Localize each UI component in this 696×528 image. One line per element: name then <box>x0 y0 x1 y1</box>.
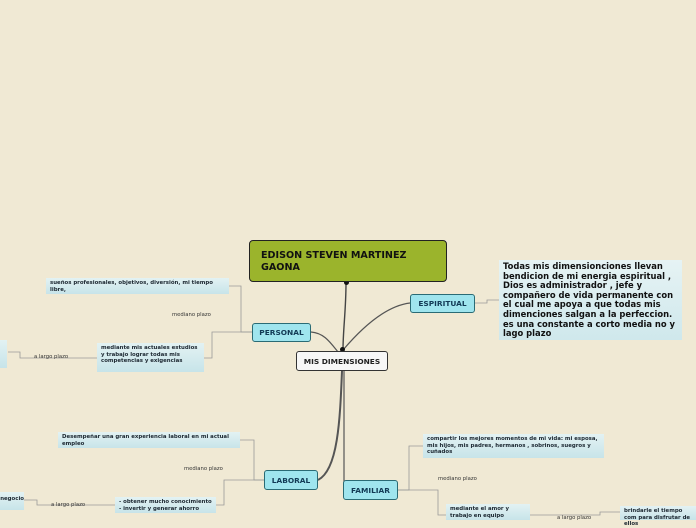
link-familiar-sub1 <box>398 446 423 490</box>
link-espiritual-text <box>475 300 499 303</box>
branch-espiritual[interactable]: ESPIRITUAL <box>410 294 475 313</box>
familiar-sub3[interactable]: brindarle el tiempo com para disfrutar de ellos <box>620 506 696 520</box>
personal-label-mediano: mediano plazo <box>172 312 211 318</box>
link-personal-sub2 <box>204 332 252 358</box>
espiritual-description[interactable]: Todas mis dimensionciones llevan bendicion de mi energia espiritual , Dios es administrador , jefe y compañero de vida permanente con el cual me apoya a que todas mis dimenciones salgan a la perfeccion. es una constante a corto media no y lago plazo <box>499 260 682 340</box>
familiar-label-largo: a largo plazo <box>557 515 592 521</box>
familiar-sub2[interactable]: mediante el amor y trabajo en equipo <box>446 504 530 520</box>
link-center-espiritual <box>343 303 410 350</box>
link-center-personal <box>311 332 338 352</box>
link-center-laboral <box>318 371 342 480</box>
personal-cut-left-node[interactable] <box>0 340 7 368</box>
link-laboral-sub1 <box>240 440 264 480</box>
personal-label-largo: a largo plazo <box>34 354 69 360</box>
laboral-cut-left-text: negocio <box>0 496 24 502</box>
link-laboral-sub2 <box>216 480 264 505</box>
link-personal-sub1 <box>229 286 252 332</box>
laboral-sub2[interactable]: - obtener mucho conocimiento - invertir y generar ahorro <box>115 497 216 513</box>
familiar-label-mediano: mediano plazo <box>438 476 477 482</box>
laboral-label-mediano: mediano plazo <box>184 466 223 472</box>
branch-laboral[interactable]: LABORAL <box>264 470 318 490</box>
branch-personal[interactable]: PERSONAL <box>252 323 311 342</box>
link-main-center <box>343 283 346 350</box>
central-topic[interactable]: MIS DIMENSIONES <box>296 351 388 371</box>
link-familiar-sub2 <box>398 490 446 515</box>
branch-familiar[interactable]: FAMILIAR <box>343 480 398 500</box>
familiar-sub1[interactable]: compartir los mejores momentos de mi vida: mi esposa, mis hijos, mis padres, hermanos , sobrinos, suegros y cuñados <box>423 434 604 458</box>
laboral-sub1[interactable]: Desempeñar una gran experiencia laboral en mi actual empleo <box>58 432 240 448</box>
personal-sub2[interactable]: mediante mis actuales estudios y trabajo lograr todas mis competencias y exigencias <box>97 343 204 372</box>
personal-sub1[interactable]: sueños profesionales, objetivos, diversión, mi tiempo libre, <box>46 278 229 294</box>
laboral-cut-left-node[interactable] <box>0 492 24 510</box>
laboral-label-largo: a largo plazo <box>51 502 86 508</box>
main-topic[interactable]: EDISON STEVEN MARTINEZ GAONA <box>249 240 447 282</box>
